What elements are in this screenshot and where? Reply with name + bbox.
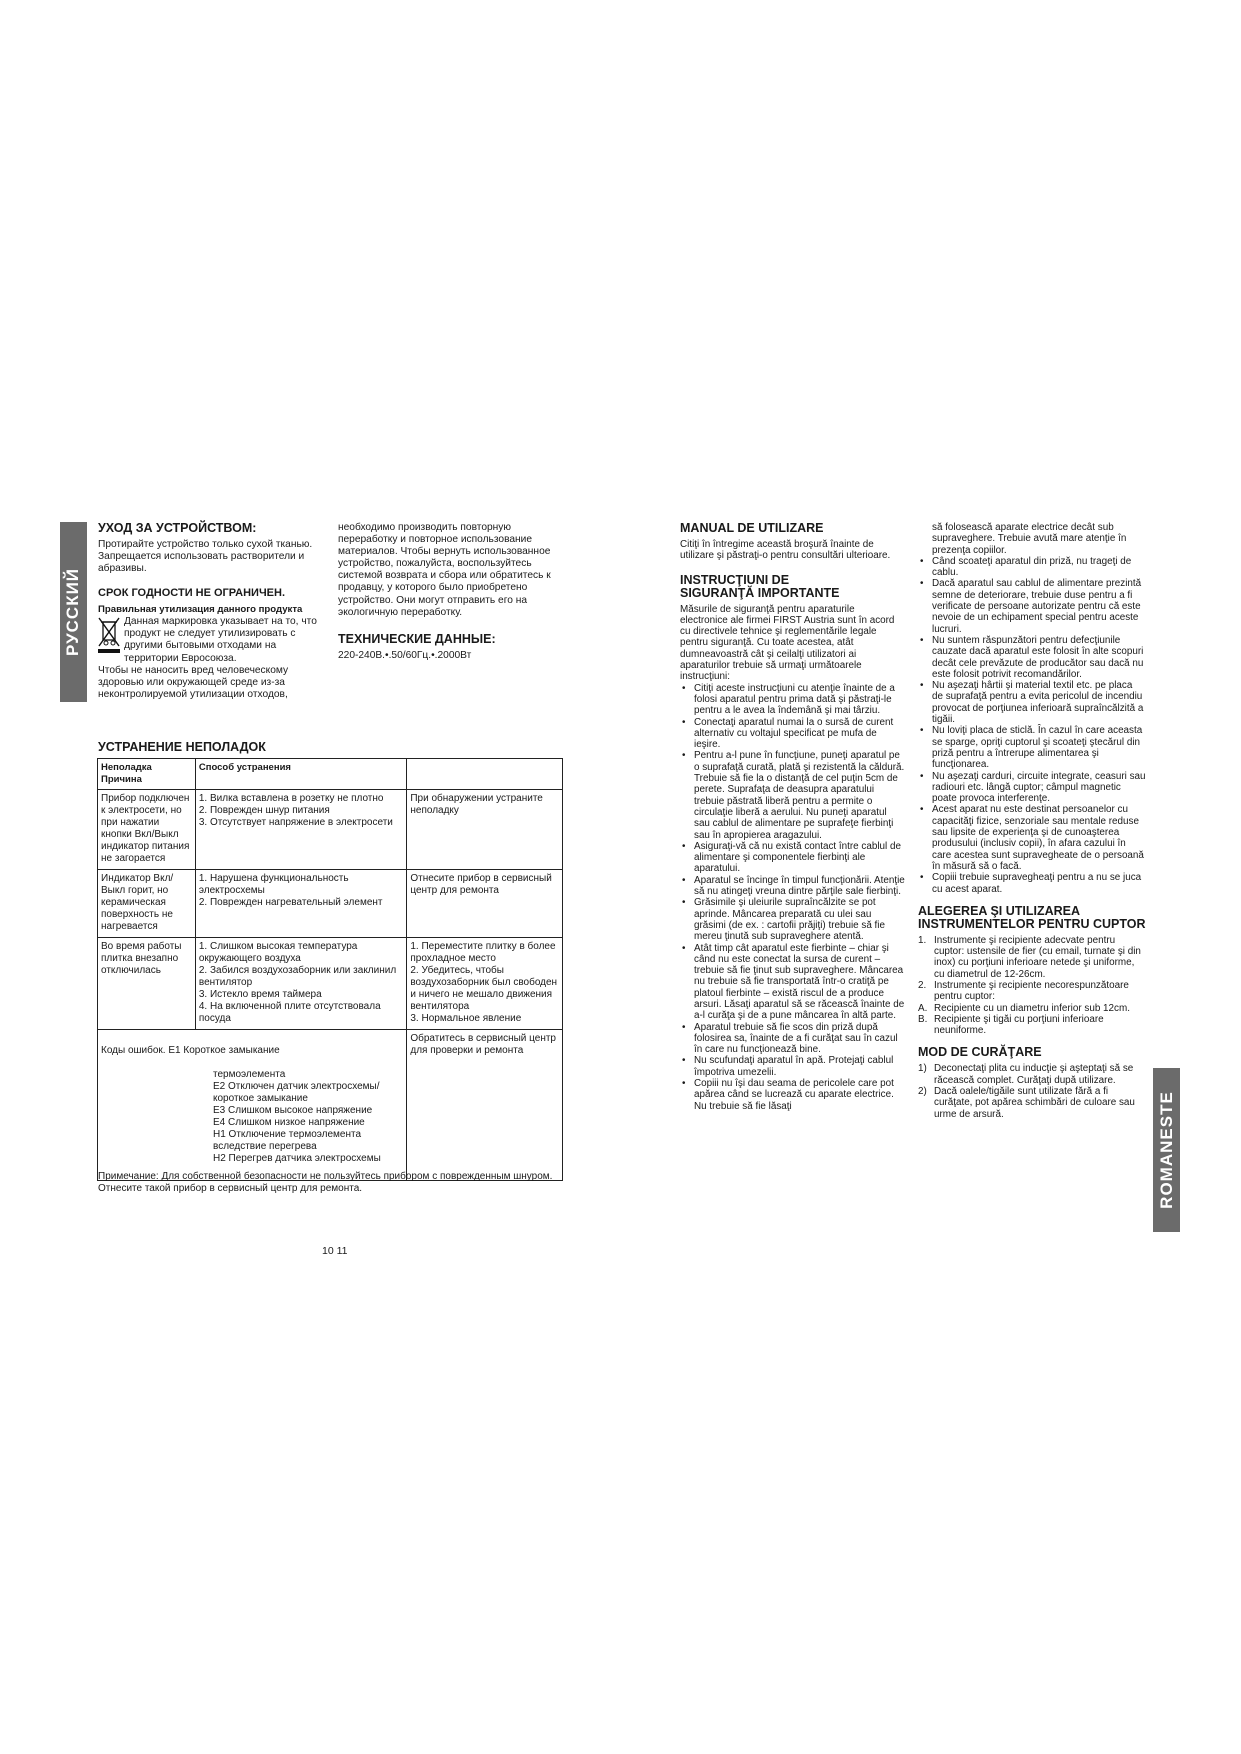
- disposal-text-1: Данная маркировка указывает на то, что продукт не следует утилизировать с другими бытовыми отходами на территории Евросоюза.: [124, 616, 317, 664]
- safety-title-1: INSTRUCŢIUNI DE: [680, 572, 790, 587]
- language-tab-ro-label: ROMANESTE: [1156, 1091, 1176, 1209]
- list-item: • Citiţi aceste instrucţiuni cu atenţie înainte de a folosi aparatul pentru prima dată şi păstraţi-le pentru a le avea la îndemână şi mai târziu.: [680, 683, 905, 717]
- ro-column-1: [680, 522, 905, 1112]
- table-row: [98, 870, 563, 938]
- row-solution: При обнаружении устраните неполадку: [410, 793, 543, 816]
- list-item: • Acest aparat nu este destinat persoanelor cu capacităţi fizice, senzoriale sau mentale reduse sau lipsite de experienţa şi de cunoaşterea produsului (inclusiv copii), în afara cazului în care acestea sunt supravegheate de o persoană în măsură să o facă.: [918, 804, 1146, 872]
- row-cause: 1. Слишком высокая температура окружающего воздуха 2. Забился воздухозаборник или заклинил вентилятор 3. Истекло время таймера 4. На включенной плите отсутствовала посуда: [198, 941, 397, 1024]
- safety-title-2: SIGURANŢĂ IMPORTANTE: [680, 585, 840, 600]
- row-problem: Коды ошибок. E1 Короткое замыкание: [101, 1045, 280, 1056]
- list-item: • Dacă aparatul sau cablul de alimentare prezintă semne de deteriorare, trebuie duse pentru a fi verificate de persoane autorizate pentru că este nevoie de un echipament special pentru aceste lucruri.: [918, 578, 1146, 634]
- tech-title: ТЕХНИЧЕСКИЕ ДАННЫЕ:: [338, 631, 496, 646]
- disposal-text-3: необходимо производить повторную переработку и повторное использование материалов. Чтобы вернуть использованное устройство, пожалуйста, воспользуйтесь системой возврата и сбора или обратитесь к продавцу, у которого было приобретено устройство. Они могут отправить его на экологичную переработку.: [338, 522, 551, 618]
- list-item: • Nu scufundaţi aparatul în apă. Protejaţi cablul împotriva umezelii.: [680, 1055, 905, 1078]
- list-item: • Copiii nu îşi dau seama de pericolele care pot apărea când se lucrează cu aparate electrice. Nu trebuie să fie lăsaţi: [680, 1078, 905, 1112]
- list-item: • Pentru a-l pune în funcţiune, puneţi aparatul pe o suprafaţă curată, plată şi rezistentă la căldură. Trebuie să fie la o distanţă de cel puţin 5cm de perete. Suprafaţa de deasupra aparatului trebuie păstrată liberă pentru a permite o circulaţie liberă a aerului. Nu puneţi aparatul sau cablul de alimentare pe suprafeţe fierbinţi sau în apropierea aragazului.: [680, 750, 905, 840]
- error-codes-block: [98, 1030, 406, 1180]
- row-problem: Индикатор Вкл/Выкл горит, но керамическая поверхность не нагревается: [101, 873, 174, 932]
- header-empty: [407, 759, 563, 790]
- choose-title-1: ALEGEREA ŞI UTILIZAREA: [918, 903, 1081, 918]
- clean-list: [918, 1063, 1146, 1119]
- table-header-row: [98, 759, 563, 790]
- row-cause: 1. Вилка вставлена в розетку не плотно 2. Поврежден шнур питания 3. Отсутствует напряжение в электросети: [198, 793, 393, 828]
- trouble-note: Примечание: Для собственной безопасности не пользуйтесь прибором с поврежденным шнуром. Отнесите такой прибор в сервисный центр для ремонта.: [98, 1171, 553, 1194]
- language-tab-ru: [60, 522, 87, 702]
- disposal-text-2: Чтобы не наносить вред человеческому здоровью или окружающей среде из-за неконтролируемой утилизации отходов,: [98, 664, 289, 700]
- safety-list-left: [680, 683, 905, 1112]
- row-problem: Прибор подключен к электросети, но при нажатии кнопки Вкл/Выкл индикатор питания не загорается: [101, 793, 190, 864]
- list-item: 1) Deconectaţi plita cu inducţie şi aşteptaţi să se răcească complet. Curăţaţi după utilizare.: [918, 1063, 1134, 1086]
- list-item: • Aparatul trebuie să fie scos din priză după folosirea sa, înainte de a fi curăţat sau în cazul în care nu funcţionează bine.: [680, 1022, 905, 1056]
- clean-title: MOD DE CURĂŢARE: [918, 1045, 1042, 1060]
- list-item: • Aparatul se încinge în timpul funcţionării. Atenţie să nu atingeţi vreuna dintre părţile sale fierbinţi.: [680, 875, 905, 898]
- safety-continued: să folosească aparate electrice decât sub supraveghere. Trebuie avută mare atenţie în prezenţa copiilor.: [932, 522, 1127, 556]
- shelf-life-title: СРОК ГОДНОСТИ НЕ ОГРАНИЧЕН.: [98, 587, 286, 600]
- table-row: [98, 790, 563, 870]
- weee-block: [98, 616, 318, 664]
- care-title: УХОД ЗА УСТРОЙСТВОМ:: [98, 521, 257, 535]
- row-solution: 1. Переместите плитку в более прохладное место 2. Убедитесь, чтобы воздухозаборник был свободен и ничего не мешало движения вентилятора 3. Нормальное явление: [410, 941, 558, 1024]
- ro-column-2: [918, 522, 1146, 1120]
- tech-text: 220-240В.•.50/60Гц.•.2000Вт: [338, 649, 472, 661]
- language-tab-ro: [1153, 1068, 1180, 1232]
- trouble-title: УСТРАНЕНИЕ НЕПОЛАДОК: [98, 740, 266, 754]
- table-row: [98, 938, 563, 1030]
- crossed-bin-icon: [98, 616, 120, 654]
- list-item: • Nu aşezaţi hârtii şi material textil etc. pe placa de suprafaţă pentru a evita pericolul de incendiu provocat de porţiunea inferioară supraîncălzită a tigăii.: [918, 680, 1146, 725]
- list-item: • Conectaţi aparatul numai la o sursă de curent alternativ cu voltajul specificat pe mufa de ieşire.: [680, 717, 905, 751]
- ru-column-1: [98, 522, 318, 701]
- list-item: B. Recipiente şi tigăi cu porţiuni inferioare neuniforme.: [918, 1013, 1104, 1037]
- list-item: • Atât timp cât aparatul este fierbinte – chiar şi când nu este conectat la sursa de curent – trebuie să fie ţinut sub supraveghere. Mâncarea nu trebuie să fie transportată într-o cratiţă pe platoul fierbinte – există riscul de a produce arsuri. Lăsaţi aparatul să se răcească înainte de a-l curăţa şi de a pune mâncarea în altă parte.: [680, 943, 905, 1022]
- row-cause: 1. Нарушена функциональность электросхемы 2. Поврежден нагревательный элемент: [198, 873, 383, 908]
- safety-intro: Măsurile de siguranţă pentru aparaturile electronice ale firmei FIRST Austria sunt în acord cu directivele tehnice şi reglementările legale pentru siguranţă. Cu toate acestea, atât dumneavoastră cât şi ceilalţi utilizatori ai aparaturilor trebuie să urmaţi următoarele instrucţiuni:: [680, 603, 895, 683]
- list-item: • Nu aşezaţi carduri, circuite integrate, ceasuri sau radiouri etc. lângă cuptor; câmpul magnetic poate provoca interferenţe.: [918, 771, 1146, 805]
- list-item: • Nu loviţi placa de sticlă. În cazul în care aceasta se sparge, opriţi cuptorul şi scoateţi ştecărul din priză pentru a întrerupe alimentarea şi funcţionarea.: [918, 725, 1146, 770]
- page-numbers: 10 11: [322, 1245, 348, 1257]
- safety-list-right: [918, 556, 1146, 895]
- care-text: Протирайте устройство только сухой тканью. Запрещается использовать растворители и абразивы.: [98, 539, 313, 575]
- list-item: • Grăsimile şi uleiurile supraîncălzite se pot aprinde. Mâncarea preparată cu ulei sau grăsimi (de ex. : cartofii prăjiţi) trebuie să fie mereu ţinută sub supraveghere atentă.: [680, 897, 905, 942]
- list-item: 2) Dacă oalele/tigăile sunt utilizate fără a fi curăţate, pot apărea schimbări de culoare sau urme de arsură.: [918, 1086, 1135, 1120]
- list-item: • Nu suntem răspunzători pentru defecţiunile cauzate dacă aparatul este folosit în alte scopuri decât cele prevăzute de producător sau dacă nu este folosit potrivit recomandărilor.: [918, 635, 1146, 680]
- list-item: 2. Instrumente şi recipiente necorespunzătoare pentru cuptor:: [918, 979, 1129, 1003]
- row-cause: термоэлемента E2 Отключен датчик электросхемы/ короткое замыкание E3 Слишком высокое напряжение E4 Слишком низкое напряжение H1 Отключение термоэлемента вследствие перегрева H2 Перегрев датчика электросхемы: [213, 1069, 381, 1164]
- ru-column-2: [338, 522, 566, 662]
- trouble-table: [97, 758, 563, 1181]
- row-solution: Отнесите прибор в сервисный центр для ремонта: [410, 873, 552, 896]
- disposal-title: Правильная утилизация данного продукта: [98, 604, 303, 616]
- table-row: [98, 1030, 563, 1181]
- row-solution: Обратитесь в сервисный центр для проверки и ремонта: [410, 1033, 556, 1056]
- list-item: A. Recipiente cu un diametru inferior sub 12cm.: [918, 1002, 1130, 1014]
- list-item: • Copiii trebuie supravegheaţi pentru a nu se juca cu acest aparat.: [918, 872, 1146, 895]
- choose-list: [918, 935, 1146, 1037]
- header-problem-cause: Неполадка Причина: [98, 759, 196, 790]
- manual-title: MANUAL DE UTILIZARE: [680, 521, 824, 535]
- list-item: • Asiguraţi-vă că nu există contact între cablul de alimentare şi componentele fierbinţi ale aparatului.: [680, 841, 905, 875]
- list-item: • Când scoateţi aparatul din priză, nu trageţi de cablu.: [918, 556, 1146, 579]
- language-tab-ru-label: РУССКИЙ: [63, 567, 83, 657]
- manual-text: Citiţi în întregime această broşură înainte de utilizare şi păstraţi-o pentru consultări ulterioare.: [680, 539, 891, 562]
- choose-title-2: INSTRUMENTELOR PENTRU CUPTOR: [918, 916, 1146, 931]
- list-item: 1. Instrumente şi recipiente adecvate pentru cuptor: ustensile de fier (cu email, turnate şi din inox) cu porţiuni inferioare netede şi uniforme, cu diametrul de 12-26cm.: [918, 934, 1141, 980]
- row-problem: Во время работы плитка внезапно отключилась: [101, 941, 182, 976]
- header-solution: Способ устранения: [195, 759, 406, 790]
